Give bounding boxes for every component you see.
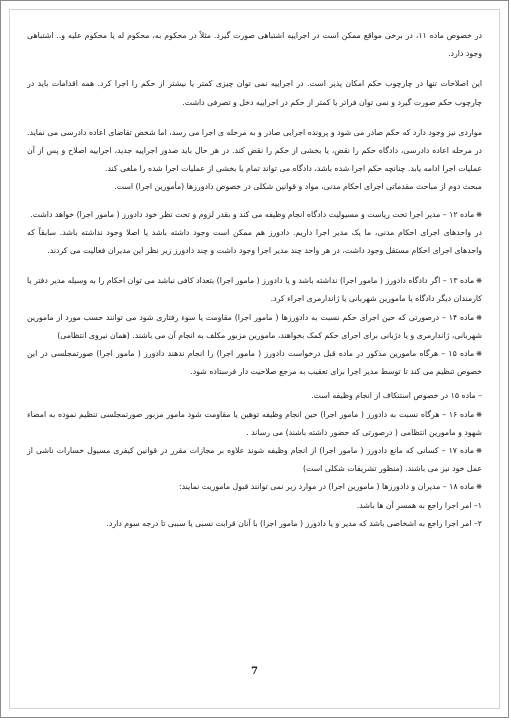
article-14: ❋ ماده ۱۴ – درصورتی که حین اجرای حکم نسبت به دادورزها ( مامور اجرا) مقاومت یا سوء رفتاری شود می توانند حسب مورد از مامورین شهربانی، ژاندارمری و یا دژبانی برای اجرای حکم کمک بخواهند، مامورین مزبور مکلف به انجام آن می باشند. (همان نیروی انتظامی) bbox=[27, 309, 482, 345]
paragraph-retrial: مواردی نیز وجود دارد که حکم صادر می شود و پرونده اجرایی صادر و به مرحله ی اجرا می رسد، اما شخص تقاضای اعاده دادرسی می نماید. در مرحله اعاده دادرسی، دادگاه حکم را نقض، یا بخشی از حکم را نقض کند. در هر حال باید صدور اجراییه جدید، اجراییه اصلاح و پس از آن عملیات اجرا ادامه یابد. چنانچه حکم اجرا شده باشد، دادگاه می تواند تمام یا بخشی از عملیات اجرا شده را ملغی کند. bbox=[27, 127, 482, 174]
document-body bbox=[27, 27, 482, 533]
paragraph-article-11-note: در خصوص ماده ۱۱، در برخی مواقع ممکن است در اجراییه اشتباهی صورت گیرد. مثلاً در محکوم به، محکوم له یا محکوم علیه و.. اشتباهی وجود دارد. bbox=[27, 31, 482, 59]
article-13: ❋ ماده ۱۳ – اگر دادگاه دادورز ( مامور اجرا) نداشته باشد و یا دادورز ( مامور اجرا) بتعداد کافی نباشد می توان احکام را به وسیله مدیر دفتر یا کارمندان دیگر دادگاه یا مامورین شهربانی یا ژاندارمری اجراء کرد. bbox=[27, 272, 482, 308]
paragraph-enforcement-units: در واحدهای اجرای احکام مدنی، ما یک مدیر اجرا داریم. دادورز هم ممکن است وجود داشته باشد یا اصلا وجود نداشته باشد. سابقاً که واحدهای اجرای احکام مستقل وجود داشت، در هر واحد چند مدیر اجرا وجود داشت و چند دادورز زیر نظر این مدیران فعالیت می کردند. bbox=[27, 227, 482, 256]
article-18-item-2: ۲– امر اجرا راجع به اشخاصی باشد که مدیر و یا دادورز ( مامور اجرا) با آنان قرابت نسبی یا سببی تا درجه سوم دارد. bbox=[106, 518, 482, 528]
article-17: ❋ ماده ۱۷ – کسانی که مانع دادورز ( مامور اجرا) از انجام وظیفه شوند علاوه بر مجازات مقرر در قوانین کیفری مسیول خسارات ناشی از عمل خود نیز می باشند. (منظور تشریفات شکلی است) bbox=[27, 442, 482, 478]
article-18-item-1: ۱– امر اجرا راجع به همسر آن ها باشد. bbox=[356, 500, 482, 510]
article-15-note: – ماده ۱۵ در خصوص استنکاف از انجام وظیفه است. bbox=[311, 391, 482, 401]
article-15: ❋ ماده ۱۵ – هرگاه مامورین مذکور در ماده قبل درخواست دادورز ( مامور اجرا) را انجام ندهند دادورز ( مامور اجرا) صورتمجلسی در این خصوص تنظیم می کند تا توسط مدیر اجرا برای تعقیب به مرجع صلاحیت دار فرستاده شود. bbox=[27, 345, 482, 381]
article-16: ❋ ماده ۱۶ – هرگاه نسبت به دادورز ( مامور اجرا) حین انجام وظیفه توهین یا مقاومت شود مامور مزبور صورتمجلسی تنظیم نموده به امضاء شهود و مامورین انتظامی ( درصورتی که حضور داشته باشند) می رساند . bbox=[27, 406, 482, 442]
page-number: 7 bbox=[251, 666, 258, 677]
article-18: ❋ ماده ۱۸ – مدیران و دادورزها ( مامورین اجرا) در موارد زیر نمی توانند قبول ماموریت نمایند: bbox=[27, 478, 482, 496]
paragraph-corrections: این اصلاحات تنها در چارچوب حکم امکان پذیر است. در اجراییه نمی توان چیزی کمتر یا بیشتر از حکم را اجرا کرد. همه اقدامات باید در چارچوب حکم صورت گیرد و نمی توان فراتر یا کمتر از حکم در اجراییه دخل و تصرفی داشت. bbox=[27, 79, 482, 107]
article-12: ❋ ماده ۱۲ – مدیر اجرا تحت ریاست و مسیولیت دادگاه انجام وظیفه می کند و بقدر لزوم و تحت نظر خود دادورز ( مامور اجرا) خواهد داشت. bbox=[27, 206, 482, 224]
paragraph-section-two-intro: مبحث دوم از مباحث مقدماتی اجرای احکام مدنی، مواد و قوانین شکلی در خصوص دادورزها (مأمورین اجرا) است. bbox=[114, 182, 482, 192]
